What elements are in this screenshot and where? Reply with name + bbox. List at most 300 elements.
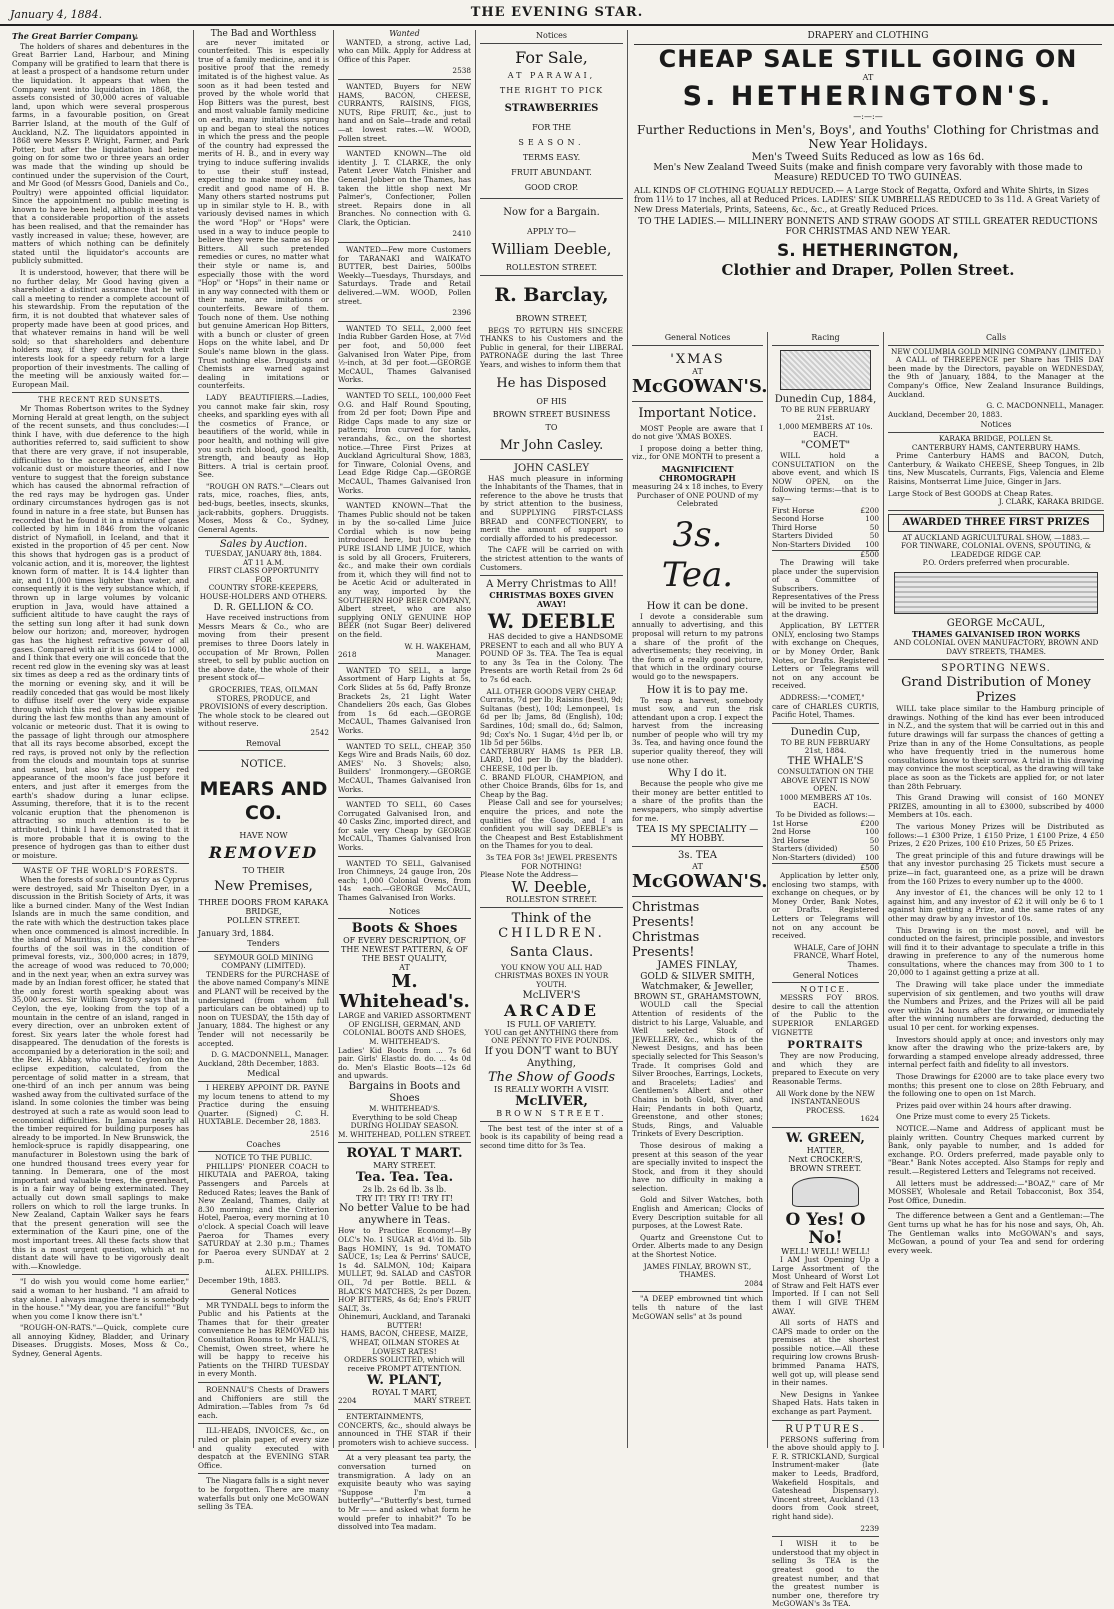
ad-headline: W. PLANT, (366, 1373, 443, 1389)
ad-text: I AM Just Opening Up a Large Assortment of the Most Unheard of Worst Lot of Straw and Felt HATS ever Imported. If I can not Sell them I will GIVE THEM AWAY. (772, 1254, 879, 1316)
ad-headline: NOTICE. (800, 985, 851, 995)
ad-text: FIRST CLASS OPPORTUNITY (208, 566, 319, 576)
ad-text: APPLY TO— (526, 226, 577, 236)
ad-text: Application, BY LETTER ONLY, enclosing two Stamps with exchange on Cheques, or by Money Order, Bank Notes, or Drafts. Registered Letters or Telegrams will not on any account be received. (772, 621, 879, 691)
article-text: It is understood, however, that there will be no further delay, Mr Good having given a shareholder a distinct assurance that he will call a meeting to render a complete account of his stewardship. From the reputation of the firm, it is not doubted that whatever sales of property made have been at good prices, and that whatever remains in hand will be well sold; so that shareholders and debenture holders may, if they carefully watch their interests look for a speedy return for a large proportion of their investments. The calling of the meeting will be anxiously waited for.—European Mail. (12, 268, 189, 389)
ad-text: If you DON'T want to BUY Anything, (484, 1045, 619, 1069)
ad-number: 2618 (338, 650, 357, 660)
ad-text: OF EVERY DESCRIPTION, OF THE NEWEST PATTERN, & OF THE BEST QUALITY, (341, 936, 468, 964)
section-heading: Wanted (389, 29, 420, 38)
ad-text: POLLEN STREET. (226, 916, 301, 926)
ad-text: Auckland, 28th December, 1883. (198, 1058, 320, 1068)
ad-headline: Christmas Presents! (632, 900, 700, 931)
ad-headline: RUPTURES. (785, 1423, 866, 1435)
prize-amount: 50 (869, 531, 879, 541)
ad-text: At a very pleasant tea party, the conversation turned on transmigration. A lady on an exquisite beauty who was saying "Suppose I'm a butterfly"—"Butterfly's best, turned to Mr —— and asked what form he would prefer to inhabit?" To be dissolved into Tea madam. (338, 1453, 471, 1532)
ad-text: Quartz and Greenstone Cut to Order. Alberts made to any Design at the Shortest Notice. (632, 1232, 763, 1260)
prize-table (772, 820, 879, 863)
divider (338, 663, 471, 664)
ad-number: 2516 (310, 1128, 329, 1138)
section-heading: Removal (198, 738, 329, 752)
ad-text: A CALL of THREEPENCE per Share has THIS DAY been made by the Directors, payable on WEDNESDAY, the 9th of January, 1884, to the Manager at the Company's Office, New Zealand Insurance Buildings, Auckland. (888, 355, 1104, 399)
ad-text: Those desirous of making a present at this season of the year are specially invited to inspect the Stock, and from it they should have no difficulty in making a selection. (632, 1140, 763, 1193)
ad-text: This Grand Drawing will consist of 160 MONEY PRIZES, amounting in all to £3000, subscribed by 4000 Members at 10s. each. (888, 793, 1104, 820)
ad-text: Investors should apply at once; and investors only may know after the drawing who the prize-takers are, by forwarding a stamped envelope already addressed, three internal perfect faith and fidelity to all investors. (888, 1034, 1104, 1070)
ad-text: The various Money Prizes will be Distributed as follows:—1 £300 Prize, 1 £150 Prize, 1 £100 Prize, 4 £50 Prizes, 2 £20 Prizes, 100 £10 Prizes, 50 £5 Prizes. (888, 821, 1104, 849)
divider (198, 1473, 329, 1474)
article-text: When the forests of such a country as Cyprus were destroyed, said Mr Thiselton Dyer, in a discussion in the British Society of Arts, it was like a burned cinder. Many of the West Indian Islands are in much the same condition, and the rate with which the destruction takes place when once commenced is almost incredible. In the island of Mauritius, in 1835, about three-fourths of the soil was in the condition of primeval forests, viz., 300,000 acres; in 1879, the acreage of wood was reduced to 70,000; and in the next year, when an extra survey was made by an Indian forest officer, he stated that the only forest worth speaking about was 35,000 acres. Sir William Gregory says that in Ceylon, the eye, looking from the top of a mountain in the centre of an island, ranged in every direction, over an unbroken extent of forest. Six years later the whole forest had disappeared. The denudation of the forests is accompanied by a deterioration in the soil; and the Rev. H. Abbay, who went to Ceylon on the eclipse expedition, calculated, from the percentage of solid matter in a stream, that one-third of an inch per annum was being washed away from the cultivated surface of the island. In some colonies the timber was being destroyed at such a rate as would soon lead to economical difficulties. In Jamaica nearly all the timber required for building purposes has already to be imported. In New Brunswick, the hemlock-spruce is rapidly disappearing, one manufacturer in Bolestown using the bark of one hundred thousand trees every year for tanning. In Demerara, one of the most important and valuable trees, the greenheart, is in a fair way of being exterminated. They actually cut down small saplings to make rollers on which to roll the large trunks. In New Zealand, Captain Walker says he fears that the present generation will see the extermination of the Kauri pine, one of the most important trees. All these facts show that this is a most urgent question, which at no distant date will have to be vigorously dealt with.—Knowledge. (12, 875, 189, 1271)
paper-title: THE EVENING STAR. (470, 5, 644, 20)
ad-text: THAMES GALVANISED IRON WORKS (911, 629, 1081, 640)
ad-text: G. C. MACDONNELL, Manager. (986, 401, 1104, 411)
divider (772, 723, 879, 724)
ad-text: WANTED KNOWN—The old identity J. T. CLARKE, the only Patent Lever Watch Finisher and General Jobber on the Thames, has taken the little shop next Mr Palmer's, Confectioner, Pollen street. Repairs done in all Branches. No connection with G. Clark, the Optician. (338, 149, 471, 227)
ad-headline: New Premises, (214, 879, 313, 895)
ad-text: ENTERTAINMENTS, CONCERTS, &c., should always be announced in THE STAR if their promoters wish to achieve success. (338, 1412, 471, 1447)
ad-text: D. G. MACDONNELL, Manager. (211, 1050, 329, 1060)
ad-headline: S. HETHERINGTON'S. (682, 80, 1054, 112)
prize-place: 1st Horse (772, 818, 808, 828)
ad-text: Please Note the Address— (480, 870, 579, 880)
ad-text: WANTED TO SELL, Galvanised Iron Chimneys, 24 gauge Iron, 20s each; 1,000 Colonial Ovens, from 14s each.—GEORGE McCAUL, Thames Galvanised Iron Works. (338, 858, 471, 903)
ad-text: Prizes paid over within 24 hours after drawing. (896, 1100, 1072, 1110)
ad-text: GOLD & SILVER SMITH, Watchmaker, & Jeweller, (640, 972, 755, 993)
divider (198, 1423, 329, 1424)
ad-text: C. BRAND FLOUR, CHAMPION, and other Choice Brands, 6lbs for 1s, and Cheap by the Bag. (480, 772, 623, 799)
section-heading: Calls (888, 332, 1104, 346)
ad-text: BRIDGE, (245, 907, 282, 917)
section-heading: General Notices (772, 970, 879, 984)
ad-text: January 3rd, 1884. (198, 929, 274, 939)
ad-text: W. H. WAKEHAM, (404, 641, 471, 651)
ad-text: Everything to be sold Cheap DURING HOLIDAY SEASON. (350, 1112, 459, 1131)
ad-headline: Why I do it. (668, 768, 727, 780)
ad-text: KARAKA BRIDGE, POLLEN St. (938, 433, 1054, 443)
divider (888, 510, 1104, 511)
ad-text: WANTED—Few more Customers for TARANAKI and WAIKATO BUTTER, best Dairies, 500lbs Weekly—Tuesdays, Thursdays, and Saturdays. Trade and Retail delivered.—WM. WOOD, Pollen street. (338, 245, 471, 306)
ad-headline: R. Barclay, (494, 283, 609, 306)
ad-text: ALL KINDS OF CLOTHING EQUALLY REDUCED.— A Large Stock of Regatta, Oxford and White Shirts, in Sizes from 11½ to 17 inches, all at Reduced Prices. LADIES' SILK UMBRELLAS REDUCED to 3s 11d. A Great Variety of New Dress Materials, Prints, Sateens, &c., &c., at Greatly Reduced Prices. (634, 185, 1100, 214)
ad-text: TUESDAY, JANUARY 8th, 1884. (205, 549, 322, 559)
prize-total: £500 (772, 863, 879, 873)
ad-headline: W. GREEN, (786, 1130, 865, 1146)
ad-headline: Christmas Presents! (632, 930, 700, 961)
divider (338, 79, 471, 80)
prize-place: Second Horse (772, 514, 824, 524)
ad-text: CANTERBURY HAMS 1s PER LB. LARD, 10d per lb (by the bladder). CHEESE, 10d per lb. (480, 746, 623, 773)
prize-amount: 100 (865, 827, 879, 837)
ad-text: TO BE RUN FEBRUARY 21st. (780, 404, 871, 423)
section-heading: Notices (888, 419, 1104, 433)
divider (12, 392, 189, 393)
ad-text: BEGS TO RETURN HIS SINCERE THANKS to his Customers and the Public in general, for their LIBERAL PATRONAGE during the last Three Years, and wishes to inform them that (480, 325, 623, 369)
ad-text: The Drawing will take place under the immediate supervision of six gentlemen, and two youths will draw the Numbers and Prizes, and the Prizes will all be paid over within 24 hours after the drawing, or immediately after the winning numbers are forwarded, deducting the usual 10 per cent. for working expenses. (888, 980, 1104, 1033)
ad-text: IS FULL OF VARIETY. (506, 1019, 597, 1029)
ad-text: I WISH it to be understood that my object in selling 3s TEA is the greatest good to the greatest number, and that the greatest number is number one, therefore try McGOWAN's 3s TEA. (772, 1539, 879, 1609)
ad-text: All sorts of HATS and CAPS made to order on the premises at the shortest possible notice.—All these requiring low crowns Brush-brimmed Panama HATS, well got up, will please send in their names. (772, 1318, 879, 1388)
ad-text: I devote a considerable sum annually to advertising, and this proposal will return to my patrons a share of the profit of the advertisements; they receiving, in the form of a really good picture, that which in the ordinary course would go to the newspapers. (632, 611, 763, 681)
ad-text: ORDERS SOLICITED, which will receive PROMPT ATTENTION. (344, 1355, 465, 1373)
ad-text: Have received instructions from Messrs Mears & Co., who are moving from their present premises to three Doors lately in occupation of Mr Brown, Pollen street, to sell by public auction on the above date, the whole of their present stock of— (198, 613, 329, 683)
ad-text: AT (692, 366, 703, 376)
ad-text: Those Drawings for £2000 are to take place every two months; this present one to close on 28th February, and the following one to open on 1st March. (888, 1072, 1104, 1099)
section-heading: Notices (480, 30, 623, 44)
ad-text: ILL-HEADS, INVOICES, &c., on ruled or plain paper, of every size and quality executed with despatch at the EVENING STAR Office. (198, 1426, 329, 1470)
ad-text: HAMS, BACON, CHEESE, MAIZE, WHEAT, OILMAN STORES At LOWEST RATES! (340, 1329, 469, 1356)
ad-text: D. R. GELLION & CO. (213, 602, 314, 613)
prize-amount: 50 (869, 522, 879, 532)
ad-text: MOST People are aware that I do not give 'XMAS BOXES. (632, 423, 763, 442)
ad-headline: Dunedin Cup, (790, 726, 861, 738)
ad-headline: "COMET" (800, 439, 851, 451)
ad-text: 3s TEA FOR 3s! JEWEL PRESENTS FOR NOTHING! (485, 852, 618, 871)
ad-headline: MEARS AND CO. (199, 778, 328, 825)
ad-text: HAS decided to give a HANDSOME PRESENT to each and all who BUY A POUND OF 3s. TEA. The Tea is equal to any 3s Tea in the Colony. The Presents are worth Retail from 2s 6d to 7s 6d each. (480, 632, 623, 685)
column-1 (8, 30, 194, 1448)
ad-text: TO THEIR (242, 866, 285, 876)
ad-text: THE RIGHT TO PICK (499, 85, 604, 95)
ad-headline: Dunedin Cup, 1884, (774, 393, 877, 405)
ad-text: ALEX. PHILLIPS. (265, 1267, 329, 1277)
ad-text: One Prize must come to every 25 Tickets. (896, 1112, 1051, 1122)
ad-text: WELL! WELL! WELL! (781, 1246, 870, 1256)
ad-headline: Mr John Casley. (499, 437, 604, 453)
ad-text: BROWN STREET. (496, 1108, 607, 1118)
ad-text: MARY STREET. (413, 1396, 471, 1406)
article-text: are never imitated or counterfeited. This is especially true of a family medicine, and it is positive proof that the remedy imitated is of the highest value. As soon as it had been tested and proved by the whole world that Hop Bitters was the purest, best and most valuable family medicine on earth, many imitations sprung up and began to steal the notices in which the press and the people of the country had expressed the merits of H. B., and in every way trying to induce suffering invalids to use their stuff instead, expecting to make money on the credit and good name of H. B. Many others started nostrums put up in similar style to H. B., with variously devised names in which the word "Hop" or "Hops" were used in a way to induce people to believe they were the same as Hop Bitters. All such pretended remedies or cures, no matter what their style or name is, and especially those with the word "Hop" or "Hops" in their name or in any way connected with them or their name, are imitations or counterfeits. Beware of them. Touch none of them. Use nothing but genuine American Hop Bitters, with a bunch or cluster of green Hops on the white label, and Dr Soule's name blown in the glass. Trust nothing else. Druggists and Chemists are warned against dealing in imitations or counterfeits. (198, 37, 329, 391)
divider (338, 242, 471, 243)
prize-total: £500 (772, 550, 879, 560)
prize-place: Starters (divided) (772, 844, 838, 854)
ad-text: WANTED KNOWN—That the Thames Public should not be taken in by the so-called Lime Juice Cordial which is now being introduced here, but to buy the PURE ISLAND LIME JUICE, which is sold by all Grocers, Fruiterers, &c., and make their own cordials from it, which they will find not to be Acetic Acid or adulterated in any way, imported by the SOUTHERN HOP BEER COMPANY, Albert street, who are also supplying ONLY GENUINE HOP BEER (not Sugar Beer) delivered on the field. (338, 501, 471, 639)
ad-headline: THE WHALE'S (787, 755, 864, 767)
column-7 (884, 332, 1108, 1448)
ad-text: HATTER, (806, 1145, 845, 1155)
drapery-ad (628, 30, 1108, 330)
ad-text: "A DEEP embrowned tint which tells th nature of the last McGOWAN sells" at 3s pound (632, 1294, 763, 1321)
ad-text: All Work done by the NEW INSTANTANEOUS PROCESS. (776, 1088, 875, 1115)
ad-text: NOTICE TO THE PUBLIC. (214, 1153, 313, 1163)
prize-place: Non-Starters Divided (772, 539, 851, 549)
ad-headline: SPORTING NEWS. (941, 663, 1051, 675)
ad-text: The great principle of this and future drawings will be that any investor purchasing 25 Tickets must secure a prize—in fact, guaranteed one, as a prize will be drawn from the 160 Prizes to every number up to the 4000. (888, 850, 1104, 886)
divider (888, 1208, 1104, 1209)
ad-headline: M. Whitehead's. (339, 971, 470, 1013)
ad-text: They are now Producing, and which they are prepared to Execute on very Reasonable Terms. (772, 1051, 879, 1086)
article-text: "ROUGH-ON-RATS."—Quick, complete cure all annoying Kidney, Bladder, and Urinary Diseases. Druggists. Moses, Moss & Co., Sydney, General Agents. (12, 1323, 189, 1359)
ad-text: MESSRS FOY BROS. desire to call the attention of the Public to the SUPERIOR ENLARGED VIGNETTE (772, 993, 879, 1037)
prize-place: Third Horse (772, 522, 817, 532)
prize-amount: £200 (860, 505, 879, 515)
ad-text: LARGE and VARIED ASSORTMENT OF ENGLISH, GERMAN, AND COLONIAL BOOTS AND SHOES, (338, 1011, 471, 1038)
ad-text: CONSULTATION ON THE ABOVE EVENT IS NOW OPEN. (777, 766, 874, 794)
section-heading: Sales by Auction. (219, 539, 308, 551)
ad-number: 2084 (744, 1278, 763, 1288)
prize-place: First Horse (772, 505, 815, 515)
ad-text: WILL hold a CONSULTATION on the above event, and which IS NOW OPEN, on the following terms:—that is to say— (772, 450, 879, 503)
ad-text: To reap a harvest, somebody must sow, and run the risk attendant upon a crop. I expect the harvest from the increasing number of people who will try my 3s. Tea, and having once found the superior quality thereof, they will use none other. (632, 695, 763, 765)
ad-headline: STRAWBERRIES (504, 102, 599, 114)
ad-text: GOOD CROP. (524, 182, 579, 192)
ad-text: Application by letter only, enclosing two stamps, with exchange on cheques, or by Money Order, Bank Notes, or Drafts. Registered Letters or Telegrams will not on any account be received. (772, 871, 879, 941)
ad-text: OF HIS (536, 396, 567, 406)
ad-text: TENDERS for the PURCHASE of the above named Company's MINE and PLANT will be received by the undersigned (from whom full particulars can be obtained) up to noon on TUESDAY, the 15th day of January, 1884. The highest or any Tender will not necessarily be accepted. (198, 969, 329, 1048)
section-heading: Racing (772, 332, 879, 346)
ad-text: THREE DOORS FROM KARAKA (198, 898, 329, 908)
ad-text: The whole stock to be cleared out without reserve. (198, 710, 329, 729)
ad-text: Further Reductions in Men's, Boys', and Youths' Clothing for Christmas and New Year Holidays. (637, 122, 1099, 151)
ad-headline: A Merry Christmas to All! (486, 579, 617, 591)
ad-text: SEASON. (518, 137, 585, 147)
prize-place: Non-Starters (divided) (772, 852, 856, 862)
ad-text: FOR TINWARE, COLONIAL OVENS, SPOUTING, & LEADEDGE RIDGE CAP. (900, 541, 1092, 559)
ad-text: Men's New Zealand Tweed Suits (make and finish compare very favorably with those made to Measure) REDUCED TO TWO GUINEAS. (653, 162, 1083, 183)
ad-headline: ROYAL T MART. (346, 1146, 463, 1162)
ad-text: M. WHITEHEAD'S. (369, 1103, 440, 1113)
section-heading: Coaches (198, 1139, 329, 1153)
ad-text: Large Stock of Best GOODS at Cheap Rates. (888, 488, 1054, 498)
ad-headline: How it can be done. (646, 600, 749, 612)
ad-text: 1000 MEMBERS AT 10s. EACH. (779, 792, 872, 811)
divider (888, 659, 1104, 660)
column-5 (628, 332, 768, 1448)
ad-headline: Grand Distribution of Money Prizes (901, 675, 1091, 706)
ad-text: YOU can get ANYTHING there from ONE PENNY TO FIVE POUNDS. (484, 1027, 619, 1046)
ad-text: FOR THE (532, 122, 571, 132)
ad-headline: CHEAP SALE STILL GOING ON (658, 44, 1078, 73)
prize-amount: 100 (865, 852, 879, 862)
ad-text: I HEREBY APPOINT DR. PAYNE my locum tenens to attend to my Practice during the ensuing Quarter. (Signed) C. H. HUXTABLE. December 28, 1883. (198, 1083, 329, 1127)
ad-headline: McGOWAN'S. (632, 871, 768, 893)
ad-text: Any investor of £1, the chances will be only 12 to 1 against him, and any investor of £2 it will only be 6 to 1 against him getting a Prize, and the same rates of any other may draw by any investor of 10s. (888, 888, 1104, 923)
ad-text: J. CLARK, KARAKA BRIDGE. (998, 497, 1104, 507)
divider (198, 1382, 329, 1383)
divider (632, 1291, 763, 1292)
divider (338, 739, 471, 740)
racehorse-illustration (780, 350, 871, 390)
ad-text: The difference between a Gent and a Gentleman:—The Gent turns up what he has for his nose and says, Oh, Ah. The Gentleman walks into McGOWAN's and says, McGowan, a pound of your Tea and send for ordering every week. (888, 1211, 1104, 1255)
column-4 (476, 30, 628, 1448)
ad-text: ROLLESTON STREET. (505, 894, 598, 904)
article-headline: THE RECENT RED SUNSETS. (38, 395, 163, 405)
ad-text: TERMS EASY. (522, 152, 581, 162)
ad-number: 2396 (452, 308, 471, 318)
article-headline: WASTE OF THE WORLD'S FORESTS. (23, 866, 178, 876)
section-heading: General Notices (632, 332, 763, 346)
ad-text: WANTED, a strong, active Lad, who can Milk. Apply for Address at Office of this Paper. (338, 37, 471, 64)
divider (338, 856, 471, 857)
ad-text: AT PARAWAI, (507, 70, 596, 80)
ad-text: M. WHITEHEAD, POLLEN STREET. (338, 1129, 471, 1139)
ad-headline: 3s. TEA (677, 850, 718, 862)
ad-text: JAMES FINLAY, BROWN ST., THAMES. (643, 1261, 752, 1280)
ad-headline: Santa Claus. (509, 944, 594, 960)
colonial-oven-illustration (894, 572, 1098, 614)
ad-text: All letters must be addressed:—"BOAZ," care of Mr MOSSEY, Wholesale and Retail Tobacconist, Box 354, Post Office, Dunedin. (888, 1178, 1104, 1205)
ad-text: The best test of the inter st of a book is its capability of being read a second time ditto for 3s Tea. (480, 1123, 623, 1150)
column-6 (768, 332, 884, 1609)
ad-text: New Designs in Yankee Shaped Hats. Hats taken in exchange as part Payment. (772, 1389, 879, 1417)
ad-text: BROWN STREET BUSINESS (492, 409, 611, 419)
ad-text: ALL OTHER GOODS VERY CHEAP. (486, 686, 617, 696)
ad-text: PERSONS suffering from the above should apply to J. F. R. STRICKLAND, Surgical Instrument-maker (late maker to Leeds, Bradford, Wakefield Hospitals, and Gateshead Dispensary). Vincent street, Auckland (13 doors from Cook street, right hand side). (772, 1434, 879, 1521)
ad-headline: W. DEEBLE (487, 609, 616, 634)
ad-number: 2538 (452, 66, 471, 76)
ad-text: HAS much pleasure in informing the Inhabitants of the Thames, that in reference to the above he trusts that by strict attention to the business, and SUPPLYING FIRST-CLASS BREAD and CONFECTIONERY, to merit the amount of support so cordially afforded to his predecessor. (480, 473, 623, 543)
ad-headline: Tea. Tea. Tea. (355, 1170, 454, 1186)
ad-text: AT (399, 963, 410, 973)
ad-headline: JOHN CASLEY (513, 462, 590, 474)
ad-headline: McGOWAN'S. (632, 375, 768, 397)
ad-number: 2239 (860, 1523, 879, 1533)
section-heading: DRAPERY and CLOTHING (634, 30, 1102, 45)
ad-text: PHILLIPS' PIONEER COACH to HIKUTAIA and PAEROA, taking Passengers and Parcels at Reduced Rates; leaves the Bank of New Zealand, Thames, daily at 8.30 morning; and the Criterion Hotel, Paeroa, every morning at 10 o'clock. A special Coach will leave Paeroa for Thames every SATURDAY at 2.30 p.m.; Thames for Paeroa every SUNDAY at 2 p.m. (198, 1161, 329, 1266)
prize-row (772, 854, 879, 863)
ad-text: 2s lb. 2s 6d lb. 3s lb. (362, 1185, 447, 1195)
ad-headline: McLIVER, (515, 1093, 588, 1109)
ad-text: BROWN STREET, (515, 313, 588, 323)
ad-number: 2542 (310, 727, 329, 737)
ad-text: TO BE RUN FEBRUARY 21st, 1884. (780, 737, 871, 756)
ad-text: WILL take place similar to the Hamburg principle of drawings. Nothing of the kind has ever been introduced in N.Z., and the system that will be carried out in this and future drawings will far surpass the chances of getting a Prize than in any of the Home Consultations, as people who have frequently tried in the numerous home consultations know to their sorrow. A trial in this drawing may convince the most sceptical, as the drawing will take place as soon as the Tickets are applied for, or not later than 28th February. (888, 704, 1104, 791)
ad-headline: W. Deeble, (511, 877, 592, 896)
ad-text: 1,000 MEMBERS AT 10s. EACH. (778, 421, 873, 440)
ad-text: WANTED TO SELL, 60 Cases Corrugated Galvanised Iron, and 40 Casks Zinc, imported direct, and for sale very Cheap by GEORGE McCAUL, Thames Galvanised Iron Works. (338, 800, 471, 853)
ad-text: Prime Canterbury HAMS and BACON, Dutch, Canterbury, & Waikato CHEESE, Sheep Tongues, in 2lb tins, New Muscatels, Currants, Figs, Valencia and Eleme Raisins, Montserrat Lime Juice, Ginger in Jars. (888, 451, 1104, 486)
prize-table (772, 507, 879, 550)
divider (772, 1127, 879, 1128)
divider (338, 1142, 471, 1143)
ad-headline: O Yes! O No! (785, 1209, 866, 1248)
ad-text: Manager. (436, 650, 471, 660)
prize-row (772, 541, 879, 550)
ad-text: WOULD call the Special Attention of residents of the district to his Large, Valuable, and Well selected Stock of JEWELLERY, &c., which is of the Newest Designs, and has been specially selected for This Season's Trade. It comprises Gold and Silver Brooches, Earrings, Lockets, and Bracelets; Ladies' and Gentlemen's Albert and other Chains in both Gold, Silver, and Hair; Pendants in both Quartz, Greenstone, and other stones; Studs, Rings, and Valuable Trinkets of Every Description. (632, 1000, 763, 1139)
ad-text: AT 11 A.M. (242, 557, 285, 567)
article-text: LADY BEAUTIFIERS.—Ladies, you cannot make fair skin, rosy cheeks, and sparkling eyes with all the cosmetics of France, or beautifiers of the world, while in poor health, and nothing will give you such rich blood, good health, strength, and beauty as Hop Bitters. A trial is certain proof. See. (198, 392, 329, 480)
ad-headline: McLIVER'S (522, 989, 581, 1001)
ad-text: MR TYNDALL begs to inform the Public and his Patients at the Thames that for their greater convenience he has REMOVED his Consultation Rooms to Mr HALL'S, Chemist, Owen street, where he will be happy to receive his Patients on the THIRD TUESDAY in every Month. (198, 1300, 329, 1379)
divider (480, 198, 623, 199)
ad-headline: 3s. Tea. (661, 514, 734, 595)
ad-text: M. WHITEHEAD'S. (369, 1037, 440, 1046)
ad-text: COUNTRY STORE-KEEPERS, HOUSE-HOLDERS AND OTHERS. (199, 583, 328, 601)
divider (632, 401, 763, 402)
ad-text: Ladies' Kid Boots from ... 7s 6d pair. Girls' Elastic do. do. ... 4s 0d do. Men's Elastic Boots—12s 6d and upwards. (338, 1045, 471, 1081)
ad-text: SEYMOUR GOLD MINING COMPANY (LIMITED). (213, 952, 314, 971)
prize-amount: 50 (869, 844, 879, 854)
divider (632, 846, 763, 847)
ad-text: The Drawing will take place under the supervision of a Committee of Subscribers. Representatives of the Press will be invited to be present at the drawing. (772, 558, 879, 619)
ad-text: The Niagara falls is a sight never to be forgotten. There are many waterfalls but only one McGOWAN selling 3s TEA. (198, 1476, 329, 1512)
divider (12, 863, 189, 864)
ad-text: WANTED, Buyers for NEW HAMS, BACON, CHEESE, CURRANTS, RAISINS, FIGS, NUTS, Ripe FRUIT, &c., just to hand and on Sale—trade and retail—at lowest rates.—W. WOOD, Pollen street. (338, 81, 471, 143)
section-heading: Notices (338, 906, 471, 920)
ad-text: AT (692, 862, 703, 872)
ad-text: CHRISTMAS BOXES GIVEN AWAY! (489, 590, 614, 610)
ad-text: Gold and Silver Watches, both English and American; Clocks of Every Description suitable for all purposes, at the Lowest Rate. (632, 1195, 763, 1231)
ad-text: To be Divided as follows:— (775, 809, 876, 819)
ad-text: WANTED TO SELL, a large Assortment of Harp Lights at 5s, Cork Slides at 5s 6d, Paffy Bronze Brackets 2s, 21 Light Water Chandeliers 20s each, Gas Globes from 1s 6d each.—GEORGE McCAUL, Thames Galvanised Iron Works. (338, 665, 471, 735)
divider (480, 575, 623, 576)
ad-text: WANTED TO SELL, CHEAP, 350 Kegs Wire and Brads Nails, 60 doz. AMES' No. 3 Shovels; also, Builders' Ironmongery.—GEORGE McCAUL, Thames Galvanised Iron Works. (338, 741, 471, 794)
ad-headline: William Deeble, (491, 239, 612, 258)
ad-text: Currants, 7d per lb; Raisins (best), 9d; Sultanas (best), 10d; Lemonpeel, 1s 6d per lb; Jams, 8d (English), 10d; Sardines, 10d; small do., 6d; Salmon, 9d; Cox's No. 1 Sugar, 4½d per lb, or 1lb 5d per 56lbs. (480, 695, 623, 748)
ad-headline: AWARDED THREE FIRST PRIZES (888, 514, 1104, 532)
divider (338, 146, 471, 147)
ad-headline: Boots & Shoes (351, 921, 458, 937)
divider (480, 275, 623, 276)
ad-text: Auckland, December 20, 1883. (888, 409, 1003, 419)
prize-place: 3rd Horse (772, 835, 810, 845)
ad-text: AT AUCKLAND AGRICULTURAL SHOW, —1883.— (902, 532, 1090, 542)
ad-text: ROENNAU'S Chests of Drawers and Chiffoniers are still the Admiration.—Tables from 7s 6d each. (198, 1385, 329, 1420)
ad-number: 2204 (338, 1396, 357, 1406)
article-headline: The Bad and Worthless (210, 29, 317, 39)
ad-text: NOTICE.—Name and Address of applicant must be plainly written. Country Cheques marked current by Bank, only payable to number, and 1s added for exchange. P.O. Orders preferred, made payable only to "Bear." Bank Notes accepted. Also Stamps for reply and result.—Registered Letters and Telegrams not received. (888, 1123, 1104, 1176)
divider (338, 1450, 471, 1451)
ad-headline: Think of the (511, 910, 592, 926)
ad-headline: Important Notice. (638, 405, 757, 421)
divider (338, 321, 471, 322)
section-heading: General Notices (198, 1286, 329, 1300)
ad-headline: GEORGE McCAUL, (946, 618, 1046, 630)
ad-headline: He has Disposed (496, 375, 607, 391)
ad-text: FRUIT ABUNDANT. (511, 167, 592, 177)
column-2 (194, 29, 334, 1512)
ad-headline: The Show of Goods (487, 1069, 616, 1085)
ad-headline: 'XMAS (670, 351, 725, 367)
divider (338, 388, 471, 389)
prize-amount: 100 (865, 514, 879, 524)
ad-headline: How it is to pay me. (646, 684, 749, 696)
ad-text: P.O. Orders preferred when procurable. (922, 558, 1070, 568)
divider (480, 907, 623, 908)
ad-headline: Now for a Bargain. (503, 206, 600, 218)
article-text: "ROUGH ON RATS."—Clears out rats, mice, roaches, flies, ants, bed-bugs, beetles, insects, skunks, jack-rabbits, gophers. Druggists. Moses, Moss & Co., Sydney, General Agents. (198, 481, 329, 534)
column-3 (334, 29, 476, 1532)
prize-amount: £200 (860, 818, 879, 828)
ad-headline: S. HETHERINGTON, (777, 241, 959, 261)
ad-text: MARY STREET. (373, 1161, 436, 1171)
ad-text: How to Practice Economy!—By OLC's No. 1 SUGAR at 4½d lb. 5lb Bags HOMINY, 1s 9d. TOMATO SAUCE, 1s; Lea & Perrins' SAUCE, 1s 4d. SALMON, 10d; Kaipara MULLET, 9d. SALAD and CASTOR OIL, 7d per Bottle. BELL & BLACK'S MATCHES, 2s per Dozen. HOP BITTERS, 4s 6d; Eno's FRUIT SALT, 3s. (338, 1226, 471, 1313)
ad-text: CANTERBURY HAMS, CANTERBURY HAMS. (911, 442, 1081, 452)
ad-number: 2410 (452, 229, 471, 239)
divider (480, 1121, 623, 1122)
ad-text: The CAFE will be carried on with the strictest attention to the wants of Customers. (480, 545, 623, 572)
ad-headline: JAMES FINLAY, (657, 960, 738, 972)
ad-headline: MAGNIFICIENT CHROMOGRAPH (659, 463, 736, 483)
ad-text: ROLLESTON STREET. (505, 262, 598, 272)
ad-text: AT (862, 72, 874, 82)
issue-date: January 4, 1884. (10, 8, 103, 21)
ad-text: NOTICE. (240, 759, 287, 771)
ad-text: TRY IT! TRY IT! TRY IT! (355, 1194, 454, 1204)
ad-text: Please Call and see for yourselves; enquire the prices, and note the qualities of the Goods, and I am confident you will say DEEBLE's is the Cheapest and Best Establishment on the Thames for you to deal. (480, 798, 623, 851)
ad-text: TO THE LADIES.— MILLINERY BONNETS AND STRAW GOODS AT STILL GREATER REDUCTIONS FOR CHRISTMAS AND NEW YEAR. (638, 217, 1098, 237)
ad-text: GROCERIES, TEAS, OILMAN STORES, PRODUCE, and PROVISIONS of every description. (199, 684, 328, 712)
divider-text: —:—:— (853, 111, 883, 121)
ad-text: This Drawing is on the most novel, and will be conducted on the fairest, principle possible, and investors will find it to their advantage to speculate a trifle in this drawing in preference to any of the numerous home consultations, where the chances may from 300 to 1 to 20,000 to 1 against getting a prize at all. (888, 925, 1104, 978)
ad-text: TO (545, 422, 558, 432)
divider (338, 1409, 471, 1410)
article-text: "I do wish you would come home earlier," said a woman to her husband. "I am afraid to stay alone. I always imagine there is somebody in the house." "My dear, you are fanciful!" "But when you come I know there isn't." (12, 1277, 189, 1321)
ad-text: December 19th, 1883. (198, 1276, 281, 1286)
masthead (0, 0, 1114, 26)
ad-text: No better Value to be had anywhere in Teas. (339, 1203, 470, 1227)
prize-amount: 100 (865, 539, 879, 549)
ad-text: WANTED TO SELL, 100,000 Feet O.G. and Half Round Spouting, from 2d per foot; Down Pipe and Ridge Caps made to any size or pattern; Iron curved for tanks, verandahs, &c., on the shortest notice.—Three First Prizes at Auckland Agricultural Show, 1883, for Tinware, Colonial Ovens, and Lead Edge Ridge Cap.—GEORGE McCAUL, Thames Galvanised Iron Works. (338, 390, 471, 495)
ad-text: IS REALLY WORTH A VISIT. (494, 1084, 609, 1094)
